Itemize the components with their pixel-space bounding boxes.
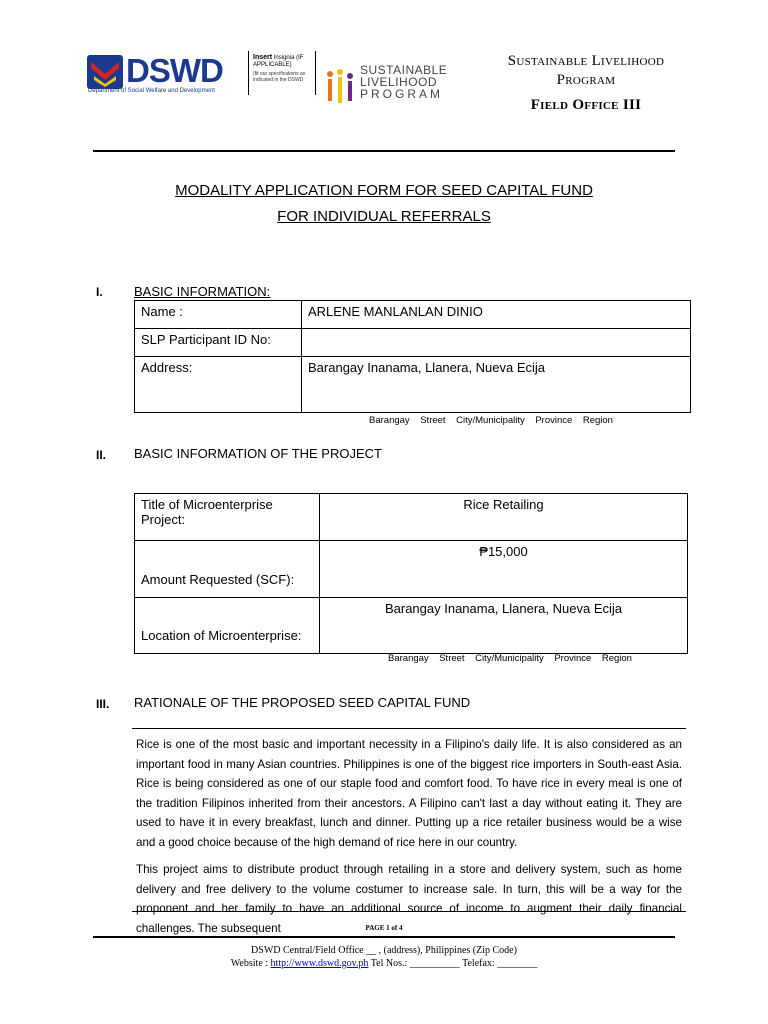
section-3-number: III. <box>96 697 110 711</box>
program-header <box>466 53 706 114</box>
address-label: Address: <box>135 357 302 413</box>
project-info-table <box>134 493 688 654</box>
form-title <box>100 178 668 230</box>
slp-emblem-icon <box>324 66 358 106</box>
dswd-wordmark: DSWD <box>126 52 223 89</box>
amount-value[interactable]: ₱15,000 <box>320 541 688 598</box>
address-hint: Barangay Street City/Municipality Province Region <box>369 415 613 426</box>
project-title-label: Title of Microenterprise Project: <box>135 494 320 541</box>
contact-line <box>150 958 618 969</box>
dswd-logo <box>86 50 246 96</box>
name-value[interactable]: ARLENE MANLANLAN DINIO <box>302 301 691 329</box>
section-2-number: II. <box>96 448 107 462</box>
address-value[interactable]: Barangay Inanama, Llanera, Nueva Ecija <box>302 357 691 413</box>
footer-divider <box>93 936 675 938</box>
rationale-paragraph-1: Rice is one of the most basic and important necessity in a Filipino's daily life. It is also considered as an important food in many Asian countries. Philippines is one of the biggest rice importers in South-east Asia. Rice is being considered as one of our staple food and comfort food. To have rice in every meal is one of the tradition Filipinos inherited from their ancestors. A Filipino can't last a day without eating it. They are used to have it in every breakfast, lunch and dinner. Putting up a rice retailer business would be a wise and a good choice because of the high demand of rice here in our country. <box>136 738 682 849</box>
insignia-title: Insignia (IF APPLICABLE) <box>253 55 304 68</box>
location-value[interactable]: Barangay Inanama, Llanera, Nueva Ecija <box>320 598 688 654</box>
section-1-title: BASIC INFORMATION: <box>134 284 271 299</box>
insignia-bold: Insert <box>253 54 273 61</box>
amount-label: Amount Requested (SCF): <box>135 541 320 598</box>
dswd-subtitle: Department of Social Welfare and Development <box>88 88 215 94</box>
project-title-value[interactable]: Rice Retailing <box>320 494 688 541</box>
website-link[interactable]: http://www.dswd.gov.ph <box>270 958 369 969</box>
name-label: Name : <box>135 301 302 329</box>
slp-logo-line-2: LIVELIHOOD <box>360 75 438 89</box>
insignia-placeholder <box>248 51 316 95</box>
field-office: Field Office III <box>530 97 642 113</box>
program-line-2: Program <box>556 72 616 88</box>
section-3-title: RATIONALE OF THE PROPOSED SEED CAPITAL FUND <box>134 695 471 710</box>
participant-id-label: SLP Participant ID No: <box>135 329 302 357</box>
website-label: Website : <box>230 958 269 969</box>
insignia-note: (fit our specifications as indicated in the DSWD <box>253 71 306 83</box>
section-1-number: I. <box>96 285 103 299</box>
section-2-title: BASIC INFORMATION OF THE PROJECT <box>134 446 382 461</box>
dswd-emblem-icon <box>86 54 124 90</box>
office-address: DSWD Central/Field Office __ , (address), Philippines (Zip Code) <box>251 945 517 956</box>
slp-logo-line-3: PROGRAM <box>360 87 444 101</box>
page-number: PAGE 1 of 4 <box>365 924 403 932</box>
slp-logo-line-1: SUSTAINABLE <box>360 63 448 77</box>
form-title-line-2: FOR INDIVIDUAL REFERRALS <box>277 208 491 225</box>
slp-logo <box>322 64 447 106</box>
header-divider <box>93 150 675 152</box>
basic-info-table <box>134 300 691 413</box>
rationale-paragraph-2: This project aims to distribute product through retailing in a store and delivery system, such as home delivery and free delivery to the volume costumer to increase sale. In turn, this will be a way for the proponent and her family to have an additional source of income to augment their daily financial challenges. The subsequent <box>136 863 682 935</box>
contact-numbers: Tel Nos.: __________ Telefax: ________ <box>368 958 538 969</box>
location-hint: Barangay Street City/Municipality Province Region <box>388 653 632 664</box>
form-title-line-1: MODALITY APPLICATION FORM FOR SEED CAPITAL FUND <box>175 182 593 199</box>
participant-id-value[interactable] <box>302 329 691 357</box>
program-line-1: Sustainable Livelihood <box>507 53 665 69</box>
location-label: Location of Microenterprise: <box>135 598 320 654</box>
